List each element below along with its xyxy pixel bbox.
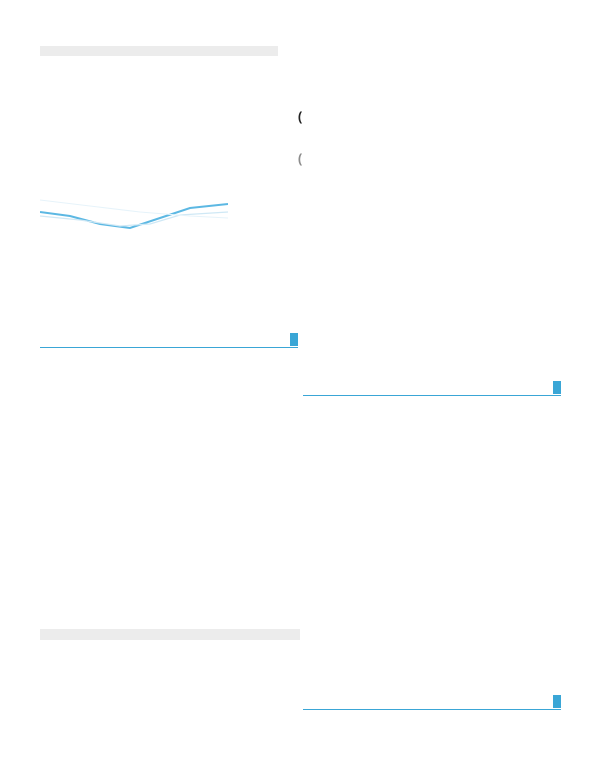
received-bar [40,629,300,640]
resumen-heading [40,333,298,348]
title-es-line2: ( [297,110,303,124]
abstract-heading-text [553,381,561,394]
introduccion-heading-text [553,695,561,708]
title-spanish [60,109,540,126]
title-english [60,151,540,168]
abstract-heading [303,381,561,396]
decorative-curve-graphic [40,190,228,235]
introduccion-heading [303,695,561,710]
title-en-line2: ( [297,152,303,166]
issue-bar [40,46,278,56]
resumen-heading-text [290,333,298,346]
